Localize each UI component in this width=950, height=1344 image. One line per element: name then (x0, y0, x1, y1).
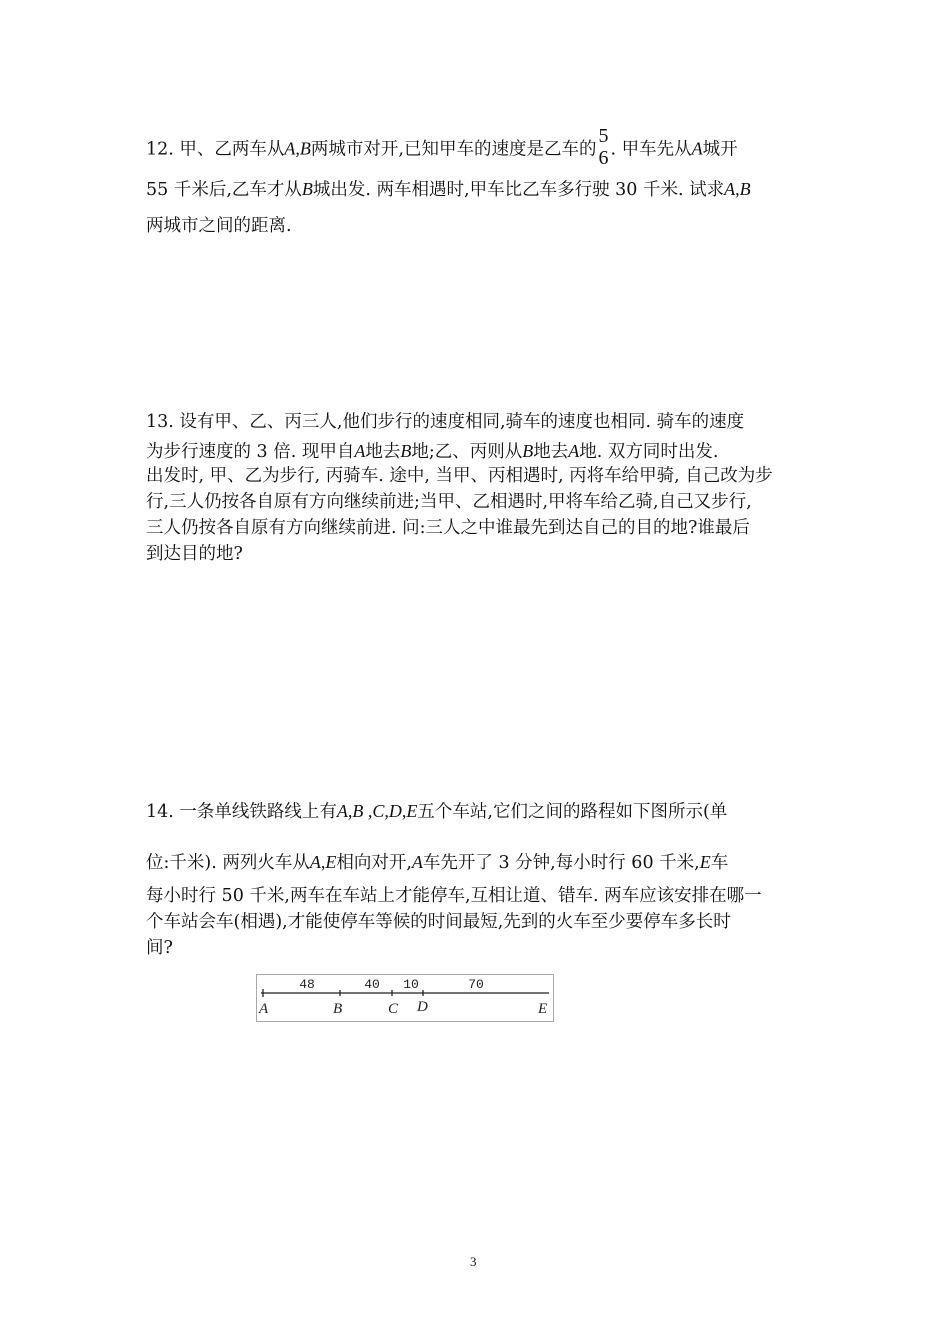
q13-var: B (400, 441, 412, 461)
station-label-e: E (538, 1001, 548, 1017)
q14-text: 车先开了 3 分钟,每小时行 60 千米, (422, 853, 700, 873)
q14-line-2 (146, 853, 728, 873)
q12-text: 12. 甲、乙两车从 (146, 139, 285, 160)
fraction-denominator: 6 (598, 147, 609, 169)
q12-var: A (691, 138, 703, 159)
distance-label-de: 70 (468, 977, 484, 992)
distance-label-cd: 10 (403, 977, 419, 992)
q13-text: 地. 双方同时出发. (579, 442, 719, 462)
q13-text: 为步行速度的 3 倍. 现甲自 (146, 442, 355, 462)
q12-text: 城开 (702, 139, 738, 160)
q12-text: 两城市对开,已知甲车的速度是乙车的 (310, 139, 597, 160)
q14-line-1 (146, 802, 727, 822)
q14-line-5: 间? (146, 938, 173, 958)
station-label-b: B (333, 1001, 343, 1017)
q14-line-3: 每小时行 50 千米,两车在车站上才能停车,互相让道、错车. 两车应该安排在哪一 (146, 886, 762, 906)
q14-var: A,E (309, 852, 337, 872)
q13-text: 地去 (365, 442, 401, 462)
q13-line-3: 出发时, 甲、乙为步行, 丙骑车. 途中, 当甲、丙相遇时, 丙将车给甲骑, 自己改为步 (146, 466, 773, 486)
q13-var: B (522, 441, 534, 461)
q12-text: . 甲车先从 (610, 139, 692, 160)
q14-var: A (411, 852, 423, 872)
q12-text: 城出发. 两车相遇时,甲车比乙车多行驶 30 千米. 试求 (312, 180, 725, 200)
q12-line-3: 两城市之间的距离. (146, 216, 292, 236)
distance-label-bc: 40 (364, 977, 380, 992)
railway-diagram (256, 974, 554, 1022)
q12-var: A,B (284, 138, 311, 159)
q13-text: 地;乙、丙则从 (411, 442, 523, 462)
q14-text: 车 (710, 853, 729, 873)
railway-diagram-svg (257, 975, 553, 1021)
page-number: 3 (470, 1254, 477, 1269)
q14-text: 14. 一条单线铁路线上有 (146, 802, 337, 822)
q12-text: 55 千米后,乙车才从 (146, 180, 302, 200)
q13-line-1: 13. 设有甲、乙、丙三人,他们步行的速度相同,骑车的速度也相同. 骑车的速度 (146, 412, 745, 432)
q13-var: A (568, 441, 580, 461)
q12-line-1 (146, 125, 738, 172)
q14-line-4: 个车站会车(相遇),才能使停车等候的时间最短,先到的火车至少要停车多长时 (146, 912, 731, 932)
q14-text: 五个车站,它们之间的路程如下图所示(单 (417, 802, 728, 822)
q13-line-2 (146, 442, 719, 462)
q12-var: A,B (724, 179, 751, 199)
q12-var: B (301, 179, 313, 199)
station-label-a: A (259, 1001, 269, 1017)
q14-var: E (699, 852, 711, 872)
q13-text: 地去 (533, 442, 569, 462)
station-label-d: D (417, 999, 428, 1015)
q14-text: 位:千米). 两列火车从 (146, 853, 310, 873)
q13-var: A (354, 441, 366, 461)
station-label-c: C (388, 1001, 399, 1017)
q12-line-2 (146, 180, 751, 200)
q13-line-6: 到达目的地? (146, 544, 243, 564)
fraction (598, 125, 608, 169)
fraction-numerator: 5 (598, 125, 609, 147)
q13-line-4: 行,三人仍按各自原有方向继续前进;当甲、乙相遇时,甲将车给乙骑,自己又步行, (146, 492, 752, 512)
q14-var: A,B ,C,D,E (336, 801, 418, 821)
q14-text: 相向对开, (336, 853, 412, 873)
q13-line-5: 三人仍按各自原有方向继续前进. 问:三人之中谁最先到达自己的目的地?谁最后 (146, 518, 750, 538)
distance-label-ab: 48 (299, 977, 315, 992)
